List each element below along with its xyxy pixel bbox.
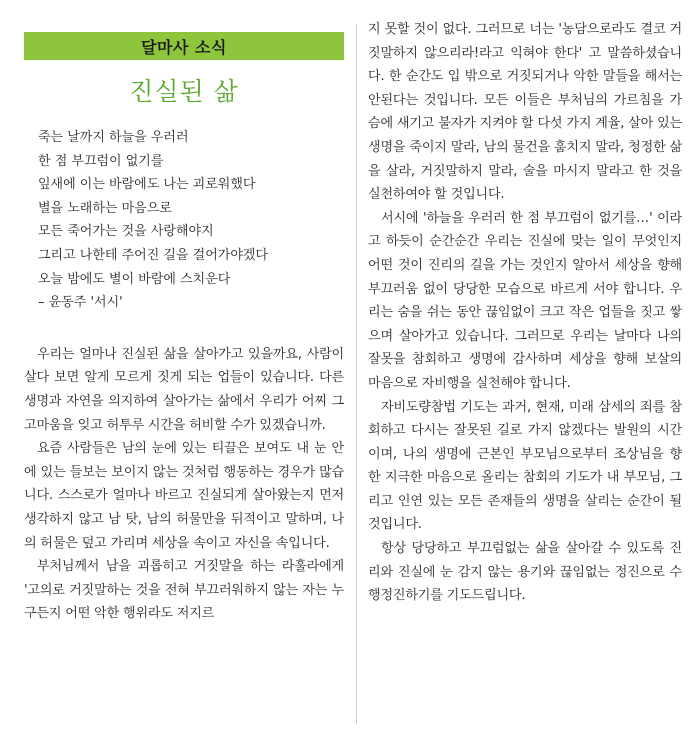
poem-attribution: – 윤동주 '서시' <box>38 295 123 311</box>
poem-line: 모든 죽어가는 것을 사랑해야지 <box>38 224 214 240</box>
body-paragraph: 우리는 얼마나 진실된 삶을 살아가고 있을까요, 사람이 살다 보면 알게 모르게 짓게 되는 업들이 있습니다. 다른 생명과 자연을 의지하여 살아가는 삶에서 우리가 어찌 그 고마움을 잊고 허투루 시간을 허비할 수가 있겠습니까. <box>24 346 344 433</box>
body-paragraph: 서시에 '하늘을 우러러 한 점 부끄럼이 없기를…' 이라고 하듯이 순간순간 우리는 진실에 맞는 일이 무엇인지 어떤 것이 진리의 길을 가는 것인지 알아서 세상을 향해 부끄러움 없이 당당한 모습으로 바르게 서야 합니다. 우리는 숨을 쉬는 동안 끊임없이 크고 작은 업들을 짓고 쌓으며 살아가고 있습니다. 그러므로 우리는 날마다 나의 잘못을 참회하고 생명에 감사하며 세상을 향해 보살의 마음으로 자비행을 실천해야 합니다. <box>368 210 682 391</box>
column-divider <box>356 24 357 724</box>
article-title: 진실된 삶 <box>129 77 239 106</box>
body-paragraph: 지 못할 것이 없다. 그러므로 너는 '농담으로라도 결코 거짓말하지 않으리라!라고 익혀야 한다' 고 말씀하셨습니다. 한 순간도 입 밖으로 거짓되거나 악한 말들을 해서는 안된다는 것입니다. 모든 이들은 부처님의 가르침을 가슴에 새기고 불자가 지켜야 할 다섯 가지 계율, 살아 있는 생명을 죽이지 말라, 남의 물건을 훔치지 말라, 청정한 삶을 살라, 거짓말하지 말라, 술을 마시지 말라고 한 것을 실천하여야 할 것입니다. <box>368 22 682 203</box>
body-paragraph: 부처님께서 남을 괴롭히고 거짓말을 하는 라훌라에게 '고의로 거짓말하는 것을 전혀 부끄러워하지 않는 자는 누구든지 어떤 악한 행위라도 저지르 <box>24 559 344 622</box>
poem-line: 별을 노래하는 마음으로 <box>38 200 172 216</box>
body-paragraph: 요즘 사람들은 남의 눈에 있는 티끌은 보여도 내 눈 안에 있는 들보는 보이지 않는 것처럼 행동하는 경우가 많습니다. 스스로가 얼마나 바르고 진실되게 살아왔는지 먼저 생각하지 않고 남 탓, 남의 허물만을 뒤적이고 말하며, 나의 허물은 덮고 가리며 세상을 속이고 자신을 속입니다. <box>24 441 344 551</box>
section-title: 달마사 소식 <box>141 37 227 57</box>
right-column <box>368 18 682 608</box>
poem-line: 죽는 날까지 하늘을 우러러 <box>38 130 189 145</box>
poem-line: 오늘 밤에도 별이 바람에 스치운다 <box>38 271 231 287</box>
section-header-bar <box>24 32 344 60</box>
poem-line: 그리고 나한테 주어진 길을 걸어가야겠다 <box>38 247 269 263</box>
poem-line: 잎새에 이는 바람에도 나는 괴로워했다 <box>38 177 256 193</box>
body-paragraph: 자비도량참법 기도는 과거, 현재, 미래 삼세의 죄를 참회하고 다시는 잘못된 길로 가지 않겠다는 발원의 시간이며, 나의 생명에 근본인 부모님으로부터 조상님을 향한 지극한 마음으로 올리는 참회의 기도가 내 부모님, 그리고 인연 있는 모든 존재들의 생명을 살리는 순간이 될 것입니다. <box>368 399 682 533</box>
left-column <box>24 32 344 626</box>
body-paragraph: 항상 당당하고 부끄럼없는 삶을 살아갈 수 있도록 진리와 진실에 눈 감지 않는 용기와 끊임없는 정진으로 수행정진하기를 기도드립니다. <box>368 541 682 604</box>
poem <box>38 126 344 315</box>
poem-line: 한 점 부끄럼이 없기를 <box>38 153 164 169</box>
